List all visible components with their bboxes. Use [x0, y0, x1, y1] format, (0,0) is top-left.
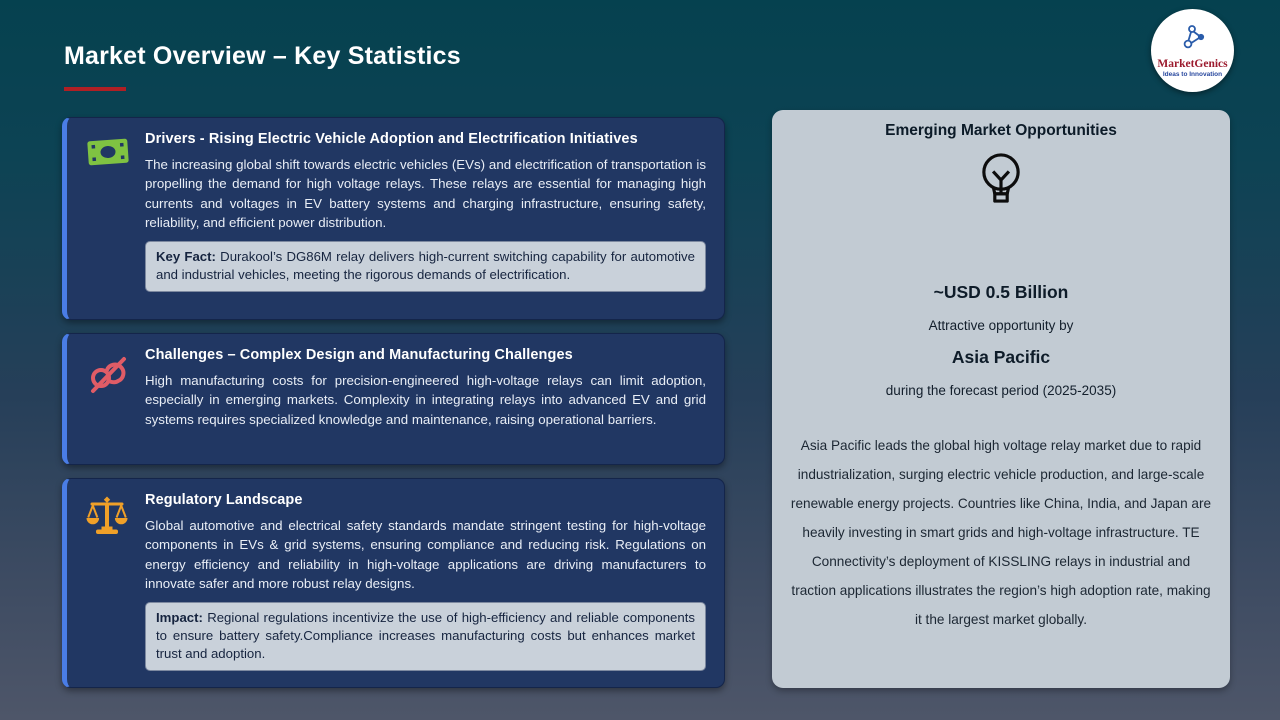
- regulatory-card-body: Global automotive and electrical safety standards mandate stringent testing for high-voltage components in EVs & grid systems, ensuring compliance and reducing risk. Regulations on energy efficiency and reliability in high-voltage applications are driving manufacturers to innovate safer and more robust relay designs.: [145, 518, 706, 591]
- drivers-card-body: The increasing global shift towards electric vehicles (EVs) and electrification of transportation is propelling the demand for high voltage relays. These relays are essential for managing high currents and voltages in EV battery systems and charging infrastructure, ensuring safety, reliability, and efficient power distribution.: [145, 157, 706, 230]
- regulatory-card-title: Regulatory Landscape: [145, 492, 303, 508]
- key-fact-text: Durakool’s DG86M relay delivers high-current switching capability for automotive and industrial vehicles, meeting the rigorous demands of electrification.: [156, 249, 695, 283]
- drivers-card-title: Drivers - Rising Electric Vehicle Adoption and Electrification Initiatives: [145, 131, 638, 147]
- opportunity-value: ~USD 0.5 Billion: [933, 282, 1069, 302]
- opportunity-panel-title: Emerging Market Opportunities: [885, 122, 1117, 139]
- page-title: Market Overview – Key Statistics: [64, 42, 461, 70]
- lightbulb-icon: [786, 151, 1216, 209]
- key-fact-callout: [145, 241, 706, 292]
- challenges-card: [62, 333, 725, 465]
- tangled-knot-icon: [85, 347, 133, 452]
- marketgenics-logo: [1151, 9, 1234, 92]
- challenges-card-body: High manufacturing costs for precision-engineered high-voltage relays can limit adoption, especially in emerging markets. Complexity in integrating relays into advanced EV and grid systems requires specialized knowledge and maintenance, raising operational barriers.: [145, 373, 706, 427]
- opportunity-subtitle: Attractive opportunity by: [928, 318, 1074, 333]
- challenges-card-title: Challenges – Complex Design and Manufacturing Challenges: [145, 347, 573, 363]
- impact-callout: [145, 602, 706, 671]
- opportunity-panel: [772, 110, 1230, 688]
- opportunity-description: Asia Pacific leads the global high voltage relay market due to rapid industrialization, surging electric vehicle production, and large-scale renewable energy projects. Countries like China, India, and Japan are heavily investing in smart grids and high-voltage infrastructure. TE Connectivity’s deployment of KISSLING relays in industrial and traction applications illustrates the region’s high adoption rate, making it the largest market globally.: [790, 438, 1212, 627]
- key-fact-label: Key Fact:: [156, 249, 216, 265]
- regulatory-card-content: [145, 492, 706, 675]
- drivers-card-content: [145, 131, 706, 307]
- scales-icon: [85, 492, 133, 675]
- challenges-card-content: [145, 347, 706, 452]
- opportunity-region: Asia Pacific: [951, 347, 1051, 367]
- impact-text: Regional regulations incentivize the use of high-efficiency and reliable components to ensure battery safety.Compliance increases manufacturing costs but enhances market trust and adoption.: [156, 610, 695, 662]
- regulatory-card: [62, 478, 725, 688]
- title-underline: [64, 87, 126, 91]
- opportunity-period: during the forecast period (2025-2035): [885, 383, 1117, 398]
- molecule-icon: [1178, 24, 1208, 56]
- logo-name: MarketGenics: [1157, 57, 1228, 70]
- drivers-card: [62, 117, 725, 320]
- logo-tagline: Ideas to Innovation: [1162, 70, 1223, 78]
- banknote-icon: [85, 131, 133, 307]
- impact-label: Impact:: [156, 610, 203, 626]
